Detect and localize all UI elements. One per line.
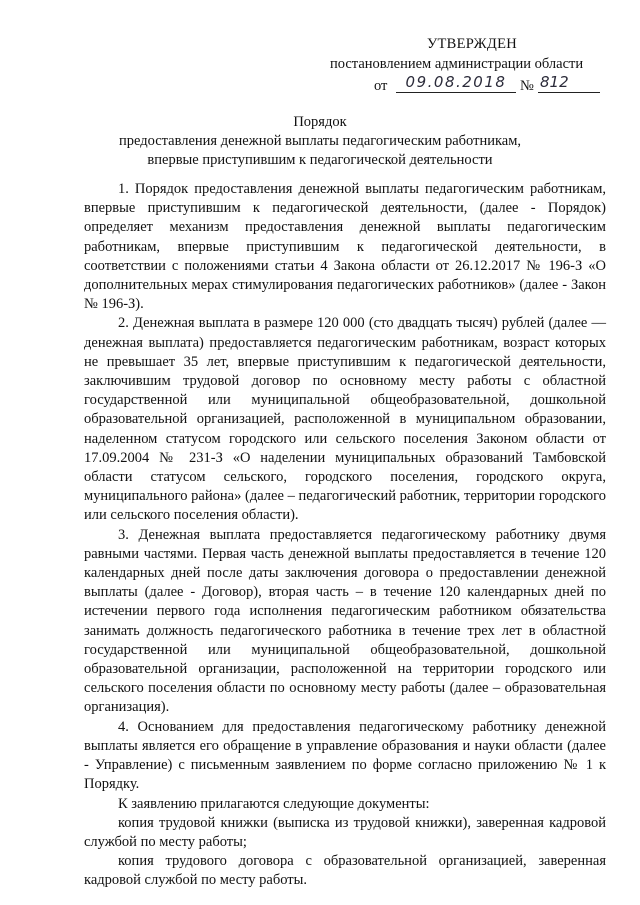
document-title: Порядок xyxy=(293,114,347,130)
paragraph-attachment-1: копия трудовой книжки (выписка из трудовой книжки), заверенная кадровой службой по месту работы; xyxy=(84,814,606,850)
approval-date-number-line xyxy=(330,74,610,96)
approval-by-line: постановлением администрации области xyxy=(330,56,584,72)
paragraph-attachments-intro: К заявлению прилагаются следующие документы: xyxy=(118,795,430,812)
paragraph-attachment-2: копия трудового договора с образовательной организацией, заверенная кадровой службой по месту работы. xyxy=(84,853,606,889)
paragraph-4: 4. Основанием для предоставления педагогическому работнику денежной выплаты является его обращение в управление образования и науки области (далее - Управление) с письменным заявлением по форме согласно приложению № 1 к Порядку. xyxy=(84,718,606,793)
approval-stamp-block xyxy=(330,34,610,96)
document-title-block xyxy=(90,113,550,170)
paragraph-1: 1. Порядок предоставления денежной выплаты педагогическим работникам, впервые приступившим к педагогической деятельности, (далее - Порядок) определяет механизм предоставления денежной выплаты педагогическим работникам, впервые приступившим к педагогической деятельности, в соответствии с положениями статьи 4 Закона области от 26.12.2017 № 196-З «О дополнительных мерах стимулирования педагогических работников» (далее - Закон № 196-З). xyxy=(84,181,606,313)
paragraph-2: 2. Денежная выплата в размере 120 000 (сто двадцать тысяч) рублей (далее — денежная выплата) предоставляется педагогическим работникам, возраст которых не превышает 35 лет, впервые приступившим к педагогической деятельности, заключившим трудовой договор по основному месту работы с областной государственной или муниципальной общеобразовательной, дошкольной образовательной организацией, расположенной в муниципальном образовании, наделенном статусом городского или сельского поселения Законом области от 17.09.2004 № 231-З «О наделении муниципальных образований Тамбовской области статусом сельского, городского поселения, городского округа, муниципального района» (далее – педагогический работник, территории городского или сельского поселения области). xyxy=(84,315,606,524)
document-subtitle-line-1: предоставления денежной выплаты педагогическим работникам, xyxy=(118,133,522,149)
approval-number-label: № xyxy=(520,78,534,94)
approval-heading: УТВЕРЖДЕН xyxy=(426,36,518,52)
approval-from-label: от xyxy=(374,78,388,94)
document-body xyxy=(84,180,606,891)
paragraph-3: 3. Денежная выплата предоставляется педагогическому работнику двумя равными частями. Первая часть денежной выплаты предоставляется в течение 120 календарных дней после даты заключения договора о предоставлении денежной выплаты (далее - Договор), вторая часть – в течение 120 календарных дней по истечении первого года исполнения педагогическим работником обязательства занимать должность педагогического работника в течение трех лет в областной государственной или муниципальной общеобразовательной, дошкольной образовательной организации, расположенной на территории городского или сельского поселения области по основному месту работы (далее – образовательная организация). xyxy=(84,526,606,716)
approval-date-handwritten: 09.08.2018 xyxy=(396,72,516,93)
approval-number-handwritten: 812 xyxy=(538,72,600,93)
document-subtitle-line-2: впервые приступившим к педагогической деятельности xyxy=(147,152,493,168)
